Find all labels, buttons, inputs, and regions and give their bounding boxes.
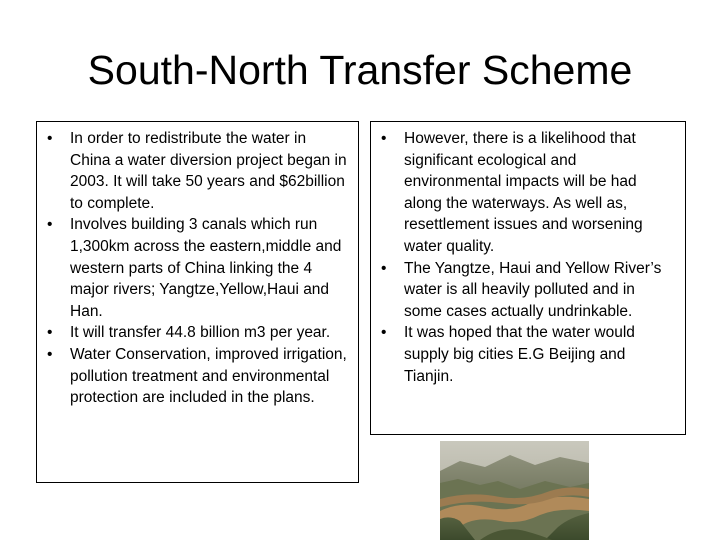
left-bullet-list: [47, 128, 350, 409]
bullet-icon: •: [381, 259, 387, 277]
list-item: [47, 214, 350, 322]
bullet-text: It was hoped that the water would supply big cities E.G Beijing and Tianjin.: [404, 324, 635, 385]
bullet-text: It will transfer 44.8 billion m3 per year.: [70, 324, 331, 342]
river-valley-photo: [440, 441, 589, 540]
list-item: [381, 322, 677, 387]
list-item: [381, 258, 677, 323]
bullet-text: Water Conservation, improved irrigation, pollution treatment and environmental protection are included in the plans.: [70, 345, 347, 407]
bullet-icon: •: [381, 324, 387, 342]
bullet-icon: •: [47, 345, 53, 363]
list-item: [47, 344, 350, 409]
bullet-icon: •: [47, 324, 53, 342]
left-text-box: [36, 121, 359, 483]
bullet-text: The Yangtze, Haui and Yellow River’s water is all heavily polluted and in some cases actually undrinkable.: [404, 259, 662, 320]
bullet-text: In order to redistribute the water in China a water diversion project began in 2003. It will take 50 years and $62billion to complete.: [70, 130, 347, 212]
bullet-icon: •: [381, 130, 387, 147]
bullet-text: However, there is a likelihood that significant ecological and environmental impacts will be had along the waterways. As well as, resettlement issues and worsening water quality.: [404, 130, 643, 255]
bullet-icon: •: [47, 216, 53, 234]
list-item: [47, 322, 350, 344]
slide-title: South-North Transfer Scheme: [87, 47, 633, 93]
right-bullet-list: [381, 128, 677, 387]
bullet-text: Involves building 3 canals which run 1,300km across the eastern,middle and western parts of China linking the 4 major rivers; Yangtze,Yellow,Haui and Han.: [70, 216, 342, 320]
list-item: [47, 128, 350, 214]
right-text-box: [370, 121, 686, 435]
bullet-icon: •: [47, 130, 53, 147]
list-item: [381, 128, 677, 258]
river-landscape-image: [440, 441, 589, 540]
